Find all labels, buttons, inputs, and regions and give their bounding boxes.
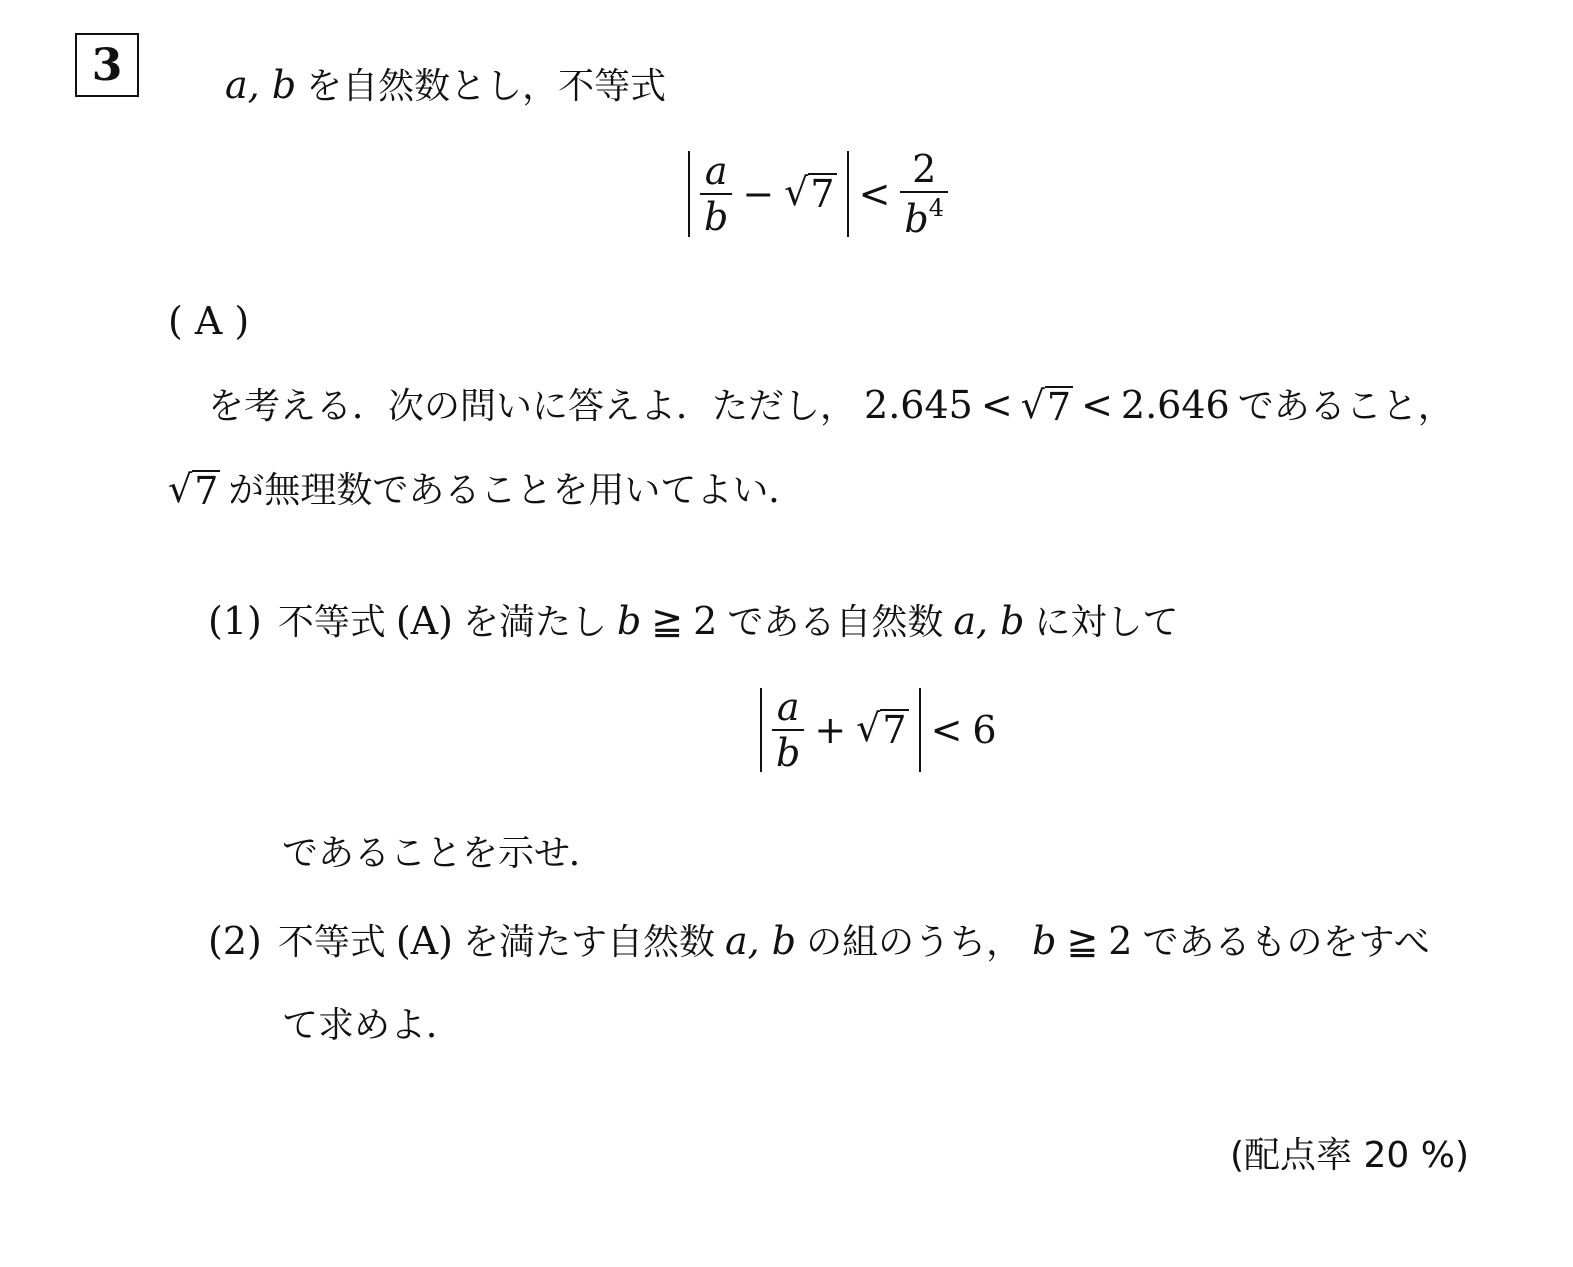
q2-ref: (A)	[395, 919, 453, 963]
less-than-1: <	[980, 383, 1013, 427]
sqrt-arg: 7	[810, 172, 835, 217]
abs-bar-left	[688, 151, 690, 237]
frac-numerator: a	[704, 149, 728, 193]
q1-text-2: を満たし	[462, 602, 607, 643]
q2-text-5: て求めよ．	[282, 1005, 463, 1046]
q1-text-4: に対して	[1034, 602, 1179, 643]
sqrt-icon: √	[1020, 383, 1045, 427]
sqrt-icon: √	[168, 467, 193, 511]
q1-frac-denominator: b	[776, 731, 801, 775]
q1-label: (1)	[208, 599, 262, 643]
sqrt7-inline-2	[168, 467, 220, 513]
intro-text: を自然数とし，不等式	[306, 66, 667, 107]
q2-label: (2)	[208, 919, 262, 963]
q1-text-3: である自然数	[727, 602, 944, 643]
q1-geq: ≧	[651, 599, 684, 643]
q2-text-4: であるものをすべ	[1142, 922, 1430, 963]
q1-less-than: <	[930, 708, 963, 752]
bound-high: 2.646	[1120, 383, 1230, 427]
intro-line	[225, 63, 667, 107]
rhs-exponent: 4	[928, 194, 945, 222]
fraction-a-over-b	[700, 149, 732, 239]
sqrt-icon: √	[784, 170, 809, 215]
q1-abs-bar-right	[919, 688, 921, 772]
irrational-text: が無理数であることを用いてよい．	[228, 470, 805, 511]
q2-text-2: を満たす自然数	[462, 922, 715, 963]
q2-geq: ≧	[1066, 919, 1099, 963]
sqrt7-arg-2: 7	[194, 469, 219, 513]
irrational-line	[168, 467, 805, 513]
q1-cond-var: b	[616, 599, 642, 643]
rhs-numerator: 2	[912, 147, 937, 191]
q1-sqrt-arg: 7	[882, 708, 907, 753]
problem-number: 3	[75, 33, 139, 97]
question-1	[208, 599, 1179, 643]
q1-abs-bar-left	[760, 688, 762, 772]
q2-text-1: 不等式	[277, 922, 386, 963]
consider-text: を考える．次の問いに答えよ．ただし，	[208, 386, 857, 427]
rhs-frac-bar	[900, 191, 948, 193]
main-inequality	[688, 147, 948, 241]
q1-inequality	[760, 685, 997, 775]
q1-conclusion: であることを示せ．	[282, 833, 605, 874]
minus-sign: −	[742, 172, 775, 216]
sqrt-expression	[784, 170, 836, 217]
sqrt7-inline-1	[1020, 383, 1073, 429]
intro-vars: a, b	[225, 63, 297, 107]
less-than-sign: <	[858, 172, 891, 216]
q2-text-3: の組のうち，	[806, 922, 1023, 963]
score-note: (配点率 20 %)	[1230, 1135, 1469, 1176]
question-2	[208, 919, 1430, 963]
sqrt-icon: √	[856, 706, 881, 751]
q1-sqrt	[856, 706, 908, 753]
q1-cond-val: 2	[693, 599, 718, 643]
less-than-2: <	[1081, 383, 1113, 427]
q1-ref: (A)	[395, 599, 453, 643]
rhs-denominator-base: b	[904, 197, 929, 241]
fraction-rhs	[900, 147, 948, 241]
consider-text-2: であること，	[1237, 386, 1454, 427]
q1-frac-numerator: a	[776, 685, 800, 729]
q1-text-1: 不等式	[277, 602, 386, 643]
q1-vars: a, b	[953, 599, 1025, 643]
consider-line	[208, 383, 1454, 429]
q2-cond-val: 2	[1108, 919, 1133, 963]
q1-fraction	[772, 685, 804, 775]
q2-cond-var: b	[1032, 919, 1057, 963]
q1-plus-sign: +	[814, 708, 847, 752]
abs-bar-right	[847, 151, 849, 237]
sqrt7-arg-1: 7	[1046, 385, 1072, 429]
rhs-denominator	[900, 194, 948, 241]
frac-denominator: b	[704, 195, 729, 239]
q2-vars: a, b	[724, 919, 797, 963]
label-a: ( A )	[168, 299, 250, 343]
bound-low: 2.645	[864, 383, 973, 427]
q1-rhs: 6	[972, 708, 997, 752]
